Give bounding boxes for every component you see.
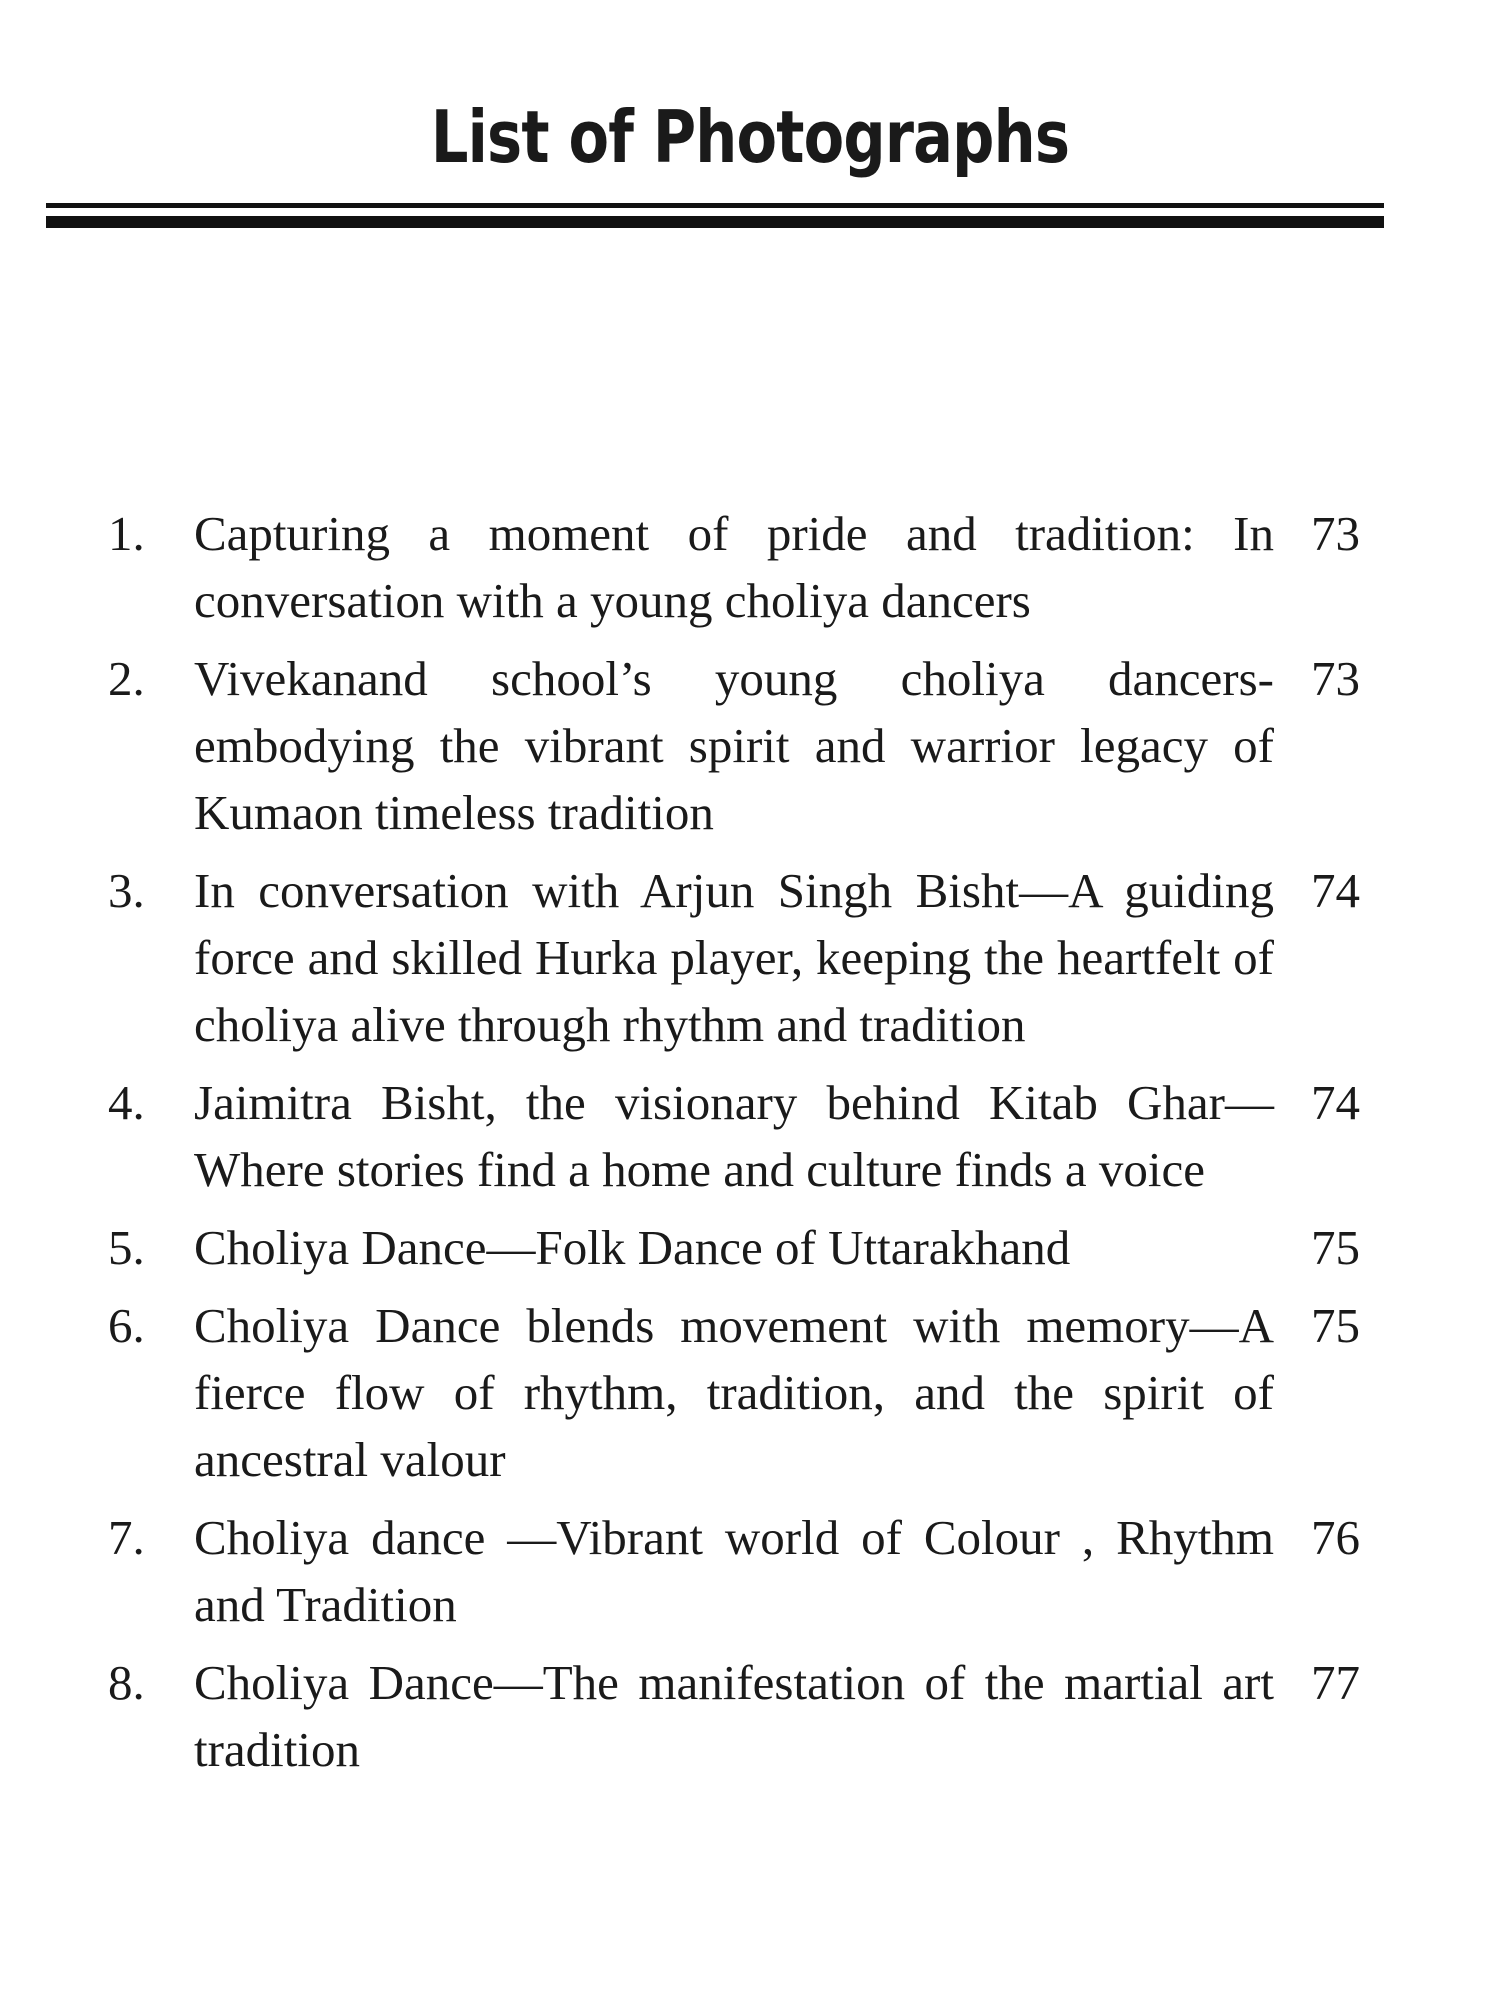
- list-item: [108, 1292, 1368, 1493]
- list-item: [108, 645, 1368, 846]
- entry-number: 5.: [108, 1220, 145, 1275]
- entry-number: 3.: [108, 863, 145, 918]
- title-rule-thin: [46, 203, 1384, 208]
- entry-caption: Choliya Dance blends movement with memory—A fierce flow of rhythm, tradition, and the spirit of ancestral valour: [194, 1298, 1274, 1487]
- entry-number: 6.: [108, 1298, 145, 1353]
- entry-caption: Capturing a moment of pride and tradition: In conversation with a young choliya dancers: [194, 506, 1274, 628]
- entry-caption: Choliya dance —Vibrant world of Colour , Rhythm and Tradition: [194, 1510, 1274, 1632]
- entry-number: 8.: [108, 1655, 145, 1710]
- list-item: [108, 500, 1368, 634]
- entry-caption: In conversation with Arjun Singh Bisht—A guiding force and skilled Hurka player, keeping the heartfelt of choliya alive through rhythm and tradition: [194, 863, 1274, 1052]
- entry-page-number: 76: [1311, 1510, 1360, 1565]
- entry-number: 2.: [108, 651, 145, 706]
- entry-number: 1.: [108, 506, 145, 561]
- entry-page-number: 73: [1311, 506, 1360, 561]
- list-item: [108, 1504, 1368, 1638]
- entry-page-number: 73: [1311, 651, 1360, 706]
- page-title: List of Photographs: [430, 95, 1070, 179]
- entry-caption: Vivekanand school’s young choliya dancers-embodying the vibrant spirit and warrior legacy of Kumaon timeless tradition: [194, 651, 1274, 840]
- entry-caption: Choliya Dance—Folk Dance of Uttarakhand: [194, 1220, 1071, 1275]
- entry-number: 4.: [108, 1075, 145, 1130]
- entry-page-number: 77: [1311, 1655, 1360, 1710]
- entry-caption: Choliya Dance—The manifestation of the martial art tradition: [194, 1655, 1274, 1777]
- list-item: [108, 1214, 1368, 1281]
- entry-page-number: 75: [1311, 1220, 1360, 1275]
- list-item: [108, 857, 1368, 1058]
- entry-number: 7.: [108, 1510, 145, 1565]
- list-item: [108, 1649, 1368, 1783]
- entry-caption: Jaimitra Bisht, the visionary behind Kitab Ghar—Where stories find a home and culture finds a voice: [194, 1075, 1274, 1197]
- entry-page-number: 74: [1311, 863, 1360, 918]
- list-item: [108, 1069, 1368, 1203]
- entry-page-number: 75: [1311, 1298, 1360, 1353]
- title-rule-thick: [46, 216, 1384, 228]
- entry-page-number: 74: [1311, 1075, 1360, 1130]
- photograph-list: [108, 500, 1368, 1794]
